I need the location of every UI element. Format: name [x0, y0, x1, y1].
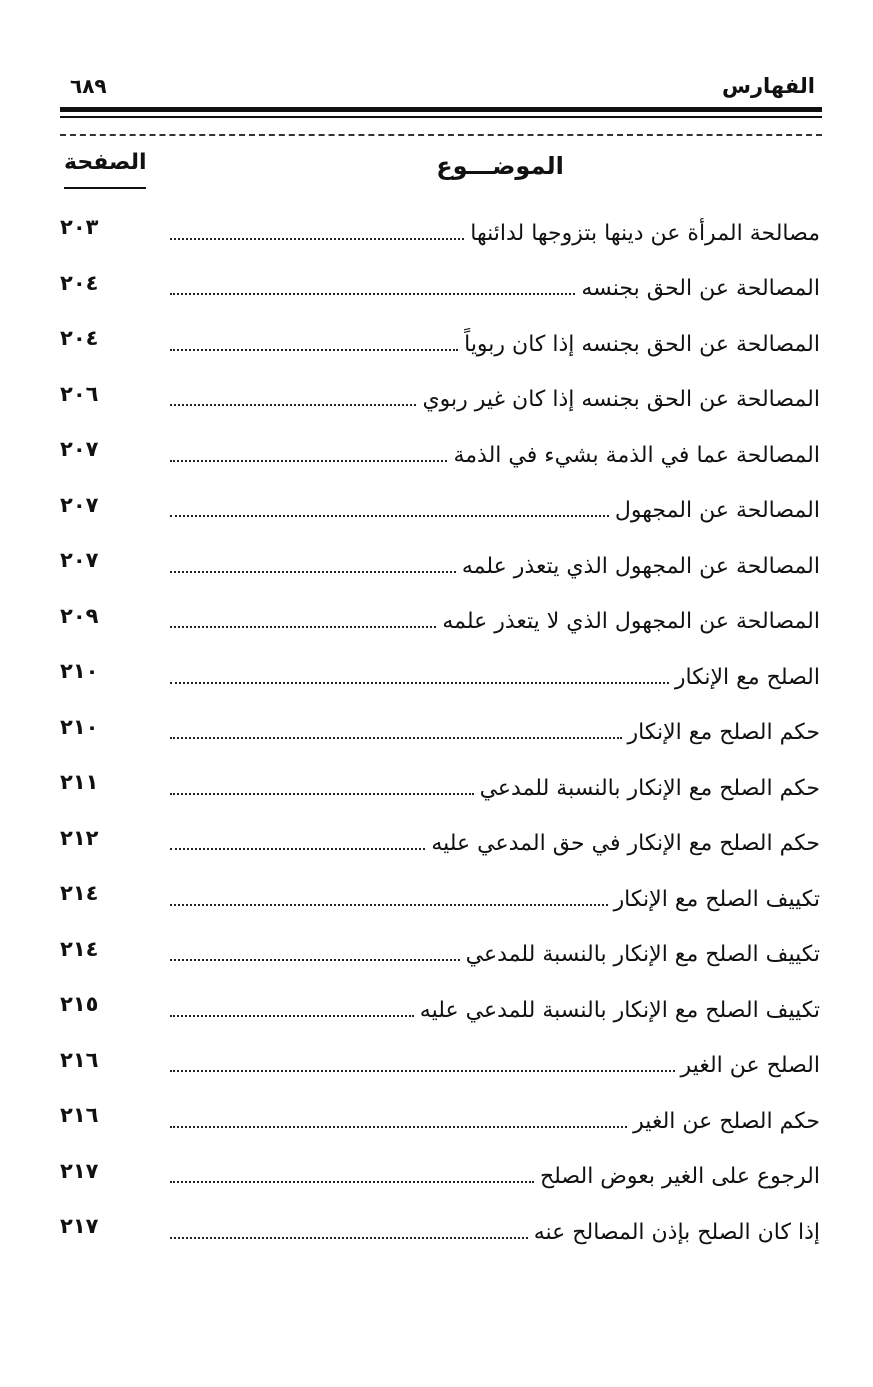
entry-page-number: ٢٠٧ — [60, 548, 99, 573]
entry-title: الصلح عن الغير — [680, 1053, 820, 1079]
header-rule-dashed — [60, 134, 822, 136]
index-entry — [60, 1150, 820, 1206]
dot-leader — [170, 737, 622, 739]
dot-leader — [170, 404, 416, 406]
entry-page-number: ٢١٤ — [60, 881, 99, 906]
dot-leader — [170, 571, 456, 573]
entry-title: المصالحة عن المجهول — [614, 498, 820, 524]
index-entry — [60, 484, 820, 540]
entry-page-number: ٢٠٧ — [60, 492, 99, 517]
index-entry — [60, 262, 820, 318]
dot-leader — [170, 1070, 675, 1072]
dot-leader — [170, 238, 464, 240]
column-header-page: الصفحة — [64, 150, 147, 175]
entry-title: المصالحة عن الحق بجنسه — [581, 276, 820, 302]
index-entry — [60, 317, 820, 373]
entry-page-number: ٢١٤ — [60, 936, 99, 961]
header-rule-thick — [60, 107, 822, 112]
entry-title: مصالحة المرأة عن دينها بتزوجها لدائنها — [470, 220, 820, 246]
entry-page-number: ٢٠٧ — [60, 437, 99, 462]
dot-leader — [170, 293, 575, 295]
dot-leader — [170, 515, 609, 517]
index-entries — [60, 206, 820, 1261]
entry-title: الرجوع على الغير بعوض الصلح — [539, 1164, 820, 1190]
index-entry — [60, 1039, 820, 1095]
entry-title: إذا كان الصلح بإذن المصالح عنه — [533, 1219, 820, 1245]
index-entry — [60, 1205, 820, 1261]
entry-page-number: ٢١٧ — [60, 1214, 99, 1239]
header-rule-thin — [60, 116, 822, 118]
dot-leader — [170, 904, 608, 906]
entry-title: المصالحة عن المجهول الذي يتعذر علمه — [461, 553, 820, 579]
entry-page-number: ٢١١ — [60, 770, 99, 795]
entry-page-number: ٢١٢ — [60, 825, 99, 850]
entry-title: حكم الصلح مع الإنكار — [627, 720, 820, 746]
dot-leader — [170, 349, 458, 351]
entry-page-number: ٢١٦ — [60, 1103, 99, 1128]
entry-page-number: ٢١٠ — [60, 659, 99, 684]
index-entry — [60, 983, 820, 1039]
index-entry — [60, 650, 820, 706]
entry-title: حكم الصلح مع الإنكار في حق المدعي عليه — [431, 831, 820, 857]
entry-page-number: ٢٠٤ — [60, 326, 99, 351]
entry-title: تكييف الصلح مع الإنكار بالنسبة للمدعي عليه — [419, 997, 820, 1023]
index-entry — [60, 817, 820, 873]
dot-leader — [170, 460, 447, 462]
dot-leader — [170, 1015, 414, 1017]
entry-page-number: ٢٠٩ — [60, 603, 99, 628]
entry-title: حكم الصلح مع الإنكار بالنسبة للمدعي — [479, 775, 820, 801]
entry-title: المصالحة عن المجهول الذي لا يتعذر علمه — [442, 609, 820, 635]
index-entry — [60, 373, 820, 429]
dot-leader — [170, 848, 425, 850]
index-entry — [60, 761, 820, 817]
index-entry — [60, 206, 820, 262]
index-entry — [60, 872, 820, 928]
dot-leader — [170, 1181, 534, 1183]
entry-page-number: ٢٠٤ — [60, 270, 99, 295]
entry-page-number: ٢١٦ — [60, 1047, 99, 1072]
index-entry — [60, 928, 820, 984]
entry-title: الصلح مع الإنكار — [674, 664, 820, 690]
dot-leader — [170, 626, 436, 628]
index-entry — [60, 1094, 820, 1150]
entry-page-number: ٢٠٣ — [60, 215, 99, 240]
index-entry — [60, 595, 820, 651]
column-header-topic: الموضـــوع — [436, 152, 564, 180]
entry-title: تكييف الصلح مع الإنكار — [613, 886, 820, 912]
column-header-page-underline — [64, 187, 146, 189]
entry-title: المصالحة عن الحق بجنسه إذا كان ربوياً — [464, 331, 820, 357]
dot-leader — [170, 1237, 528, 1239]
index-entry — [60, 539, 820, 595]
dot-leader — [170, 959, 460, 961]
entry-page-number: ٢١٥ — [60, 992, 99, 1017]
entry-title: تكييف الصلح مع الإنكار بالنسبة للمدعي — [465, 942, 820, 968]
running-title: الفهارس — [721, 74, 815, 98]
dot-leader — [170, 682, 669, 684]
index-entry — [60, 706, 820, 762]
entry-title: المصالحة عما في الذمة بشيء في الذمة — [453, 442, 820, 468]
entry-page-number: ٢١٧ — [60, 1158, 99, 1183]
index-entry — [60, 428, 820, 484]
running-header — [60, 70, 820, 106]
entry-title: المصالحة عن الحق بجنسه إذا كان غير ربوي — [422, 387, 820, 413]
entry-page-number: ٢١٠ — [60, 714, 99, 739]
entry-title: حكم الصلح عن الغير — [633, 1108, 820, 1134]
page-number: ٦٨٩ — [70, 74, 107, 98]
entry-page-number: ٢٠٦ — [60, 381, 99, 406]
dot-leader — [170, 793, 474, 795]
dot-leader — [170, 1126, 627, 1128]
